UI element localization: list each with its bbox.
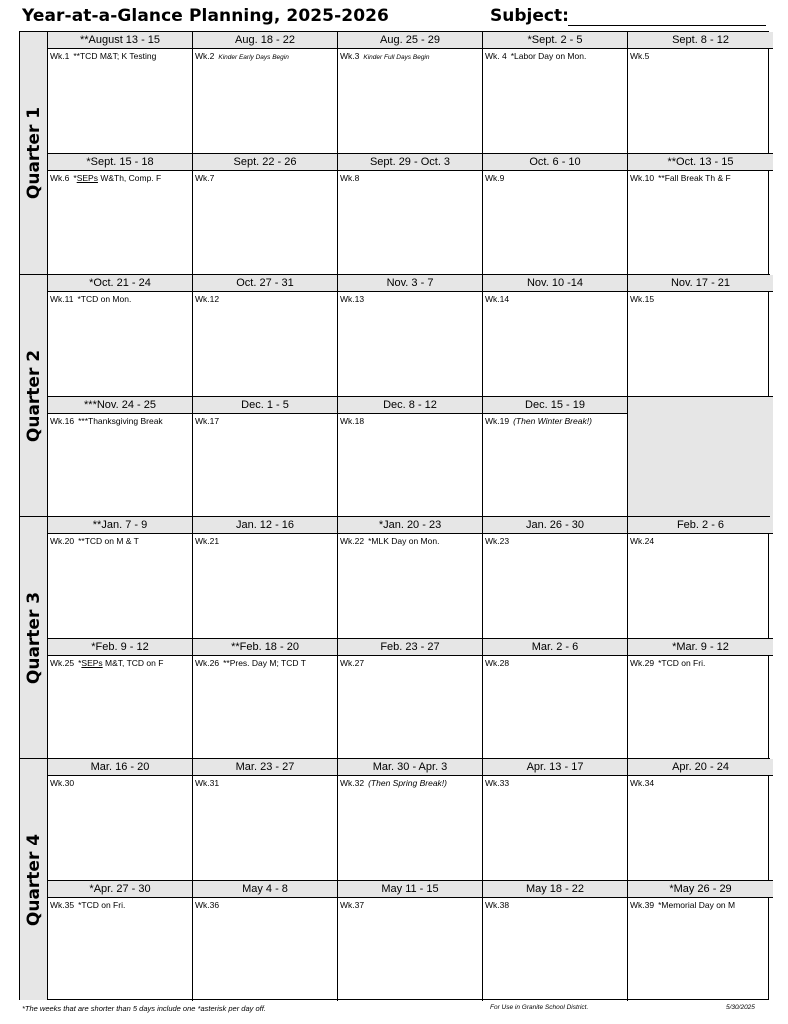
week-number: Wk.27 — [340, 658, 365, 668]
quarter-label — [20, 517, 48, 758]
week-date-header: *Apr. 27 - 30 — [48, 881, 192, 898]
note-underlined: SEPs — [81, 658, 103, 668]
week-cell[interactable] — [628, 32, 773, 153]
week-cell[interactable] — [338, 153, 483, 274]
week-cell[interactable] — [48, 153, 193, 274]
quarter-label — [20, 32, 48, 274]
week-cell[interactable] — [48, 759, 193, 880]
week-date-header: *Oct. 21 - 24 — [48, 275, 192, 292]
subject-label: Subject: — [490, 6, 569, 26]
week-cell[interactable] — [48, 275, 193, 396]
week-date-header: Sept. 29 - Oct. 3 — [338, 154, 482, 171]
week-date-header: Oct. 27 - 31 — [193, 275, 337, 292]
week-note — [338, 171, 482, 184]
week-cell[interactable] — [483, 759, 628, 880]
week-cell[interactable] — [193, 638, 338, 759]
week-date-header: Apr. 20 - 24 — [628, 759, 773, 776]
note-suffix: M&T, TCD on F — [102, 658, 164, 668]
empty-cell — [628, 396, 773, 517]
week-date-header: *Feb. 9 - 12 — [48, 639, 192, 656]
week-number: Wk.25 — [50, 658, 75, 668]
week-number: Wk.13 — [340, 294, 365, 304]
week-date-header: Feb. 2 - 6 — [628, 517, 773, 534]
week-cell[interactable] — [483, 275, 628, 396]
week-note — [193, 292, 337, 305]
quarter-label-text: Quarter 3 — [23, 591, 44, 684]
note-text: *Memorial Day on M — [658, 900, 736, 910]
week-number: Wk.31 — [195, 778, 220, 788]
week-cell[interactable] — [628, 638, 773, 759]
quarter-section — [20, 32, 770, 274]
quarter-label — [20, 759, 48, 1000]
page-header — [0, 0, 788, 32]
note-suffix: W&Th, Comp. F — [97, 173, 162, 183]
note-text: **Pres. Day M; TCD T — [223, 658, 306, 668]
week-date-header: *Sept. 2 - 5 — [483, 32, 627, 49]
week-number: Wk.17 — [195, 416, 220, 426]
week-note — [483, 292, 627, 305]
week-date-header: Nov. 17 - 21 — [628, 275, 773, 292]
week-number: Wk.19 — [485, 416, 510, 426]
week-cell[interactable] — [628, 517, 773, 638]
week-date-header: May 4 - 8 — [193, 881, 337, 898]
week-number: Wk.33 — [485, 778, 510, 788]
week-note — [48, 414, 192, 427]
week-note — [483, 171, 627, 184]
week-number: Wk.20 — [50, 536, 75, 546]
week-cell[interactable] — [338, 759, 483, 880]
week-note — [338, 292, 482, 305]
week-number: Wk.12 — [195, 294, 220, 304]
note-text: *TCD on Fri. — [78, 900, 126, 910]
note-underlined: SEPs — [76, 173, 98, 183]
week-date-header: Mar. 16 - 20 — [48, 759, 192, 776]
week-date-header: Sept. 8 - 12 — [628, 32, 773, 49]
week-number: Wk.39 — [630, 900, 655, 910]
week-cell[interactable] — [48, 880, 193, 1001]
week-note — [48, 776, 192, 789]
week-number: Wk.37 — [340, 900, 365, 910]
week-note — [483, 414, 627, 427]
week-note — [483, 49, 627, 62]
week-date-header: *May 26 - 29 — [628, 881, 773, 898]
week-note — [193, 656, 337, 669]
week-number: Wk.7 — [195, 173, 215, 183]
week-cell[interactable] — [483, 396, 628, 517]
week-number: Wk.29 — [630, 658, 655, 668]
week-number: Wk.22 — [340, 536, 365, 546]
week-date-header: **August 13 - 15 — [48, 32, 192, 49]
week-cell[interactable] — [628, 153, 773, 274]
week-cell[interactable] — [193, 275, 338, 396]
week-cell[interactable] — [48, 517, 193, 638]
note-text: *Labor Day on Mon. — [510, 51, 587, 61]
week-number: Wk.1 — [50, 51, 70, 61]
week-number: Wk.34 — [630, 778, 655, 788]
week-date-header: ***Nov. 24 - 25 — [48, 397, 192, 414]
footer-date: 5/30/2025 — [726, 1004, 755, 1011]
note-text: (Then Spring Break!) — [368, 778, 447, 788]
week-note — [48, 898, 192, 911]
week-number: Wk.8 — [340, 173, 360, 183]
week-note — [628, 534, 773, 547]
week-cell[interactable] — [338, 638, 483, 759]
note-prefix: * — [73, 173, 77, 183]
week-note — [628, 49, 773, 62]
quarter-label-text: Quarter 2 — [23, 349, 44, 442]
week-cell[interactable] — [338, 275, 483, 396]
week-cell[interactable] — [193, 759, 338, 880]
note-text: **Fall Break Th & F — [658, 173, 731, 183]
week-number: Wk.9 — [485, 173, 505, 183]
week-date-header: Jan. 12 - 16 — [193, 517, 337, 534]
week-cell[interactable] — [628, 759, 773, 880]
week-date-header: *Sept. 15 - 18 — [48, 154, 192, 171]
week-note — [628, 292, 773, 305]
note-text: *TCD on Mon. — [77, 294, 132, 304]
week-cell[interactable] — [483, 32, 628, 153]
week-number: Wk.32 — [340, 778, 365, 788]
week-date-header: *Mar. 9 - 12 — [628, 639, 773, 656]
note-text: **TCD on M & T — [78, 536, 139, 546]
week-date-header: Mar. 30 - Apr. 3 — [338, 759, 482, 776]
week-note — [193, 49, 337, 63]
quarter-label-text: Quarter 1 — [23, 106, 44, 200]
footer-district: For Use in Granite School District. — [490, 1004, 589, 1011]
week-cell[interactable] — [193, 153, 338, 274]
week-date-header: Oct. 6 - 10 — [483, 154, 627, 171]
week-note — [628, 898, 773, 911]
planning-grid — [19, 31, 769, 1000]
week-note — [193, 171, 337, 184]
week-note — [483, 534, 627, 547]
week-number: Wk.30 — [50, 778, 75, 788]
note-text: *MLK Day on Mon. — [368, 536, 440, 546]
week-date-header: May 18 - 22 — [483, 881, 627, 898]
week-date-header: Apr. 13 - 17 — [483, 759, 627, 776]
week-cell[interactable] — [338, 396, 483, 517]
page-title: Year-at-a-Glance Planning, 2025-2026 — [22, 6, 389, 26]
week-cell[interactable] — [628, 275, 773, 396]
week-number: Wk.18 — [340, 416, 365, 426]
week-note — [193, 776, 337, 789]
note-text: Kinder Full Days Begin — [363, 54, 430, 61]
note-text: ***Thanksgiving Break — [78, 416, 163, 426]
week-date-header: Aug. 25 - 29 — [338, 32, 482, 49]
week-number: Wk.11 — [50, 294, 74, 304]
week-date-header: Sept. 22 - 26 — [193, 154, 337, 171]
week-cell[interactable] — [338, 32, 483, 153]
week-number: Wk.3 — [340, 51, 360, 61]
week-note — [48, 292, 192, 305]
week-date-header: Dec. 15 - 19 — [483, 397, 627, 414]
note-prefix: * — [78, 658, 82, 668]
week-note — [48, 534, 192, 547]
week-note — [48, 49, 192, 62]
week-number: Wk.23 — [485, 536, 510, 546]
week-number: Wk.2 — [195, 51, 215, 61]
week-date-header: *Jan. 20 - 23 — [338, 517, 482, 534]
week-cell[interactable] — [483, 880, 628, 1001]
week-cell[interactable] — [193, 517, 338, 638]
week-note — [338, 414, 482, 427]
week-note — [483, 898, 627, 911]
week-number: Wk.5 — [630, 51, 650, 61]
week-number: Wk.14 — [485, 294, 510, 304]
week-note — [338, 656, 482, 669]
week-cell[interactable] — [628, 880, 773, 1001]
week-date-header: Mar. 2 - 6 — [483, 639, 627, 656]
week-note — [628, 656, 773, 669]
week-note — [338, 776, 482, 789]
week-note — [628, 776, 773, 789]
week-note — [628, 171, 773, 184]
week-date-header: **Oct. 13 - 15 — [628, 154, 773, 171]
note-text: Kinder Early Days Begin — [218, 54, 289, 61]
week-date-header: Aug. 18 - 22 — [193, 32, 337, 49]
week-note — [483, 776, 627, 789]
week-cell[interactable] — [483, 153, 628, 274]
week-number: Wk.6 — [50, 173, 70, 183]
week-number: Wk.35 — [50, 900, 75, 910]
quarter-section — [20, 758, 770, 1000]
week-note — [483, 656, 627, 669]
quarter-section — [20, 516, 770, 758]
week-date-header: **Jan. 7 - 9 — [48, 517, 192, 534]
week-cell[interactable] — [338, 880, 483, 1001]
week-number: Wk.24 — [630, 536, 655, 546]
week-note — [338, 898, 482, 911]
week-date-header: Nov. 10 -14 — [483, 275, 627, 292]
week-date-header: **Feb. 18 - 20 — [193, 639, 337, 656]
week-note — [193, 898, 337, 911]
week-number: Wk. 4 — [485, 51, 507, 61]
week-number: Wk.10 — [630, 173, 655, 183]
week-number: Wk.26 — [195, 658, 220, 668]
week-cell[interactable] — [48, 396, 193, 517]
note-text: **TCD M&T; K Testing — [73, 51, 157, 61]
week-date-header: Dec. 8 - 12 — [338, 397, 482, 414]
week-note — [193, 414, 337, 427]
week-number: Wk.16 — [50, 416, 75, 426]
footer-note: *The weeks that are shorter than 5 days include one *asterisk per day off. — [22, 1004, 266, 1013]
week-cell[interactable] — [193, 880, 338, 1001]
week-note — [338, 534, 482, 547]
quarter-section — [20, 274, 770, 516]
week-cell[interactable] — [48, 32, 193, 153]
week-number: Wk.21 — [195, 536, 220, 546]
week-cell[interactable] — [193, 396, 338, 517]
week-cell[interactable] — [483, 638, 628, 759]
week-date-header: Dec. 1 - 5 — [193, 397, 337, 414]
week-date-header: Jan. 26 - 30 — [483, 517, 627, 534]
week-note — [338, 49, 482, 63]
note-text: (Then Winter Break!) — [513, 416, 592, 426]
quarter-label — [20, 275, 48, 516]
week-note — [193, 534, 337, 547]
week-date-header: May 11 - 15 — [338, 881, 482, 898]
quarter-label-text: Quarter 4 — [23, 833, 44, 926]
week-number: Wk.36 — [195, 900, 220, 910]
subject-field[interactable] — [568, 25, 766, 26]
week-note — [48, 656, 192, 669]
week-number: Wk.28 — [485, 658, 510, 668]
week-cell[interactable] — [483, 517, 628, 638]
week-note — [48, 171, 192, 184]
week-date-header: Mar. 23 - 27 — [193, 759, 337, 776]
week-date-header: Feb. 23 - 27 — [338, 639, 482, 656]
week-cell[interactable] — [193, 32, 338, 153]
note-text: *TCD on Fri. — [658, 658, 706, 668]
week-date-header: Nov. 3 - 7 — [338, 275, 482, 292]
week-number: Wk.38 — [485, 900, 510, 910]
week-number: Wk.15 — [630, 294, 655, 304]
week-cell[interactable] — [48, 638, 193, 759]
week-cell[interactable] — [338, 517, 483, 638]
